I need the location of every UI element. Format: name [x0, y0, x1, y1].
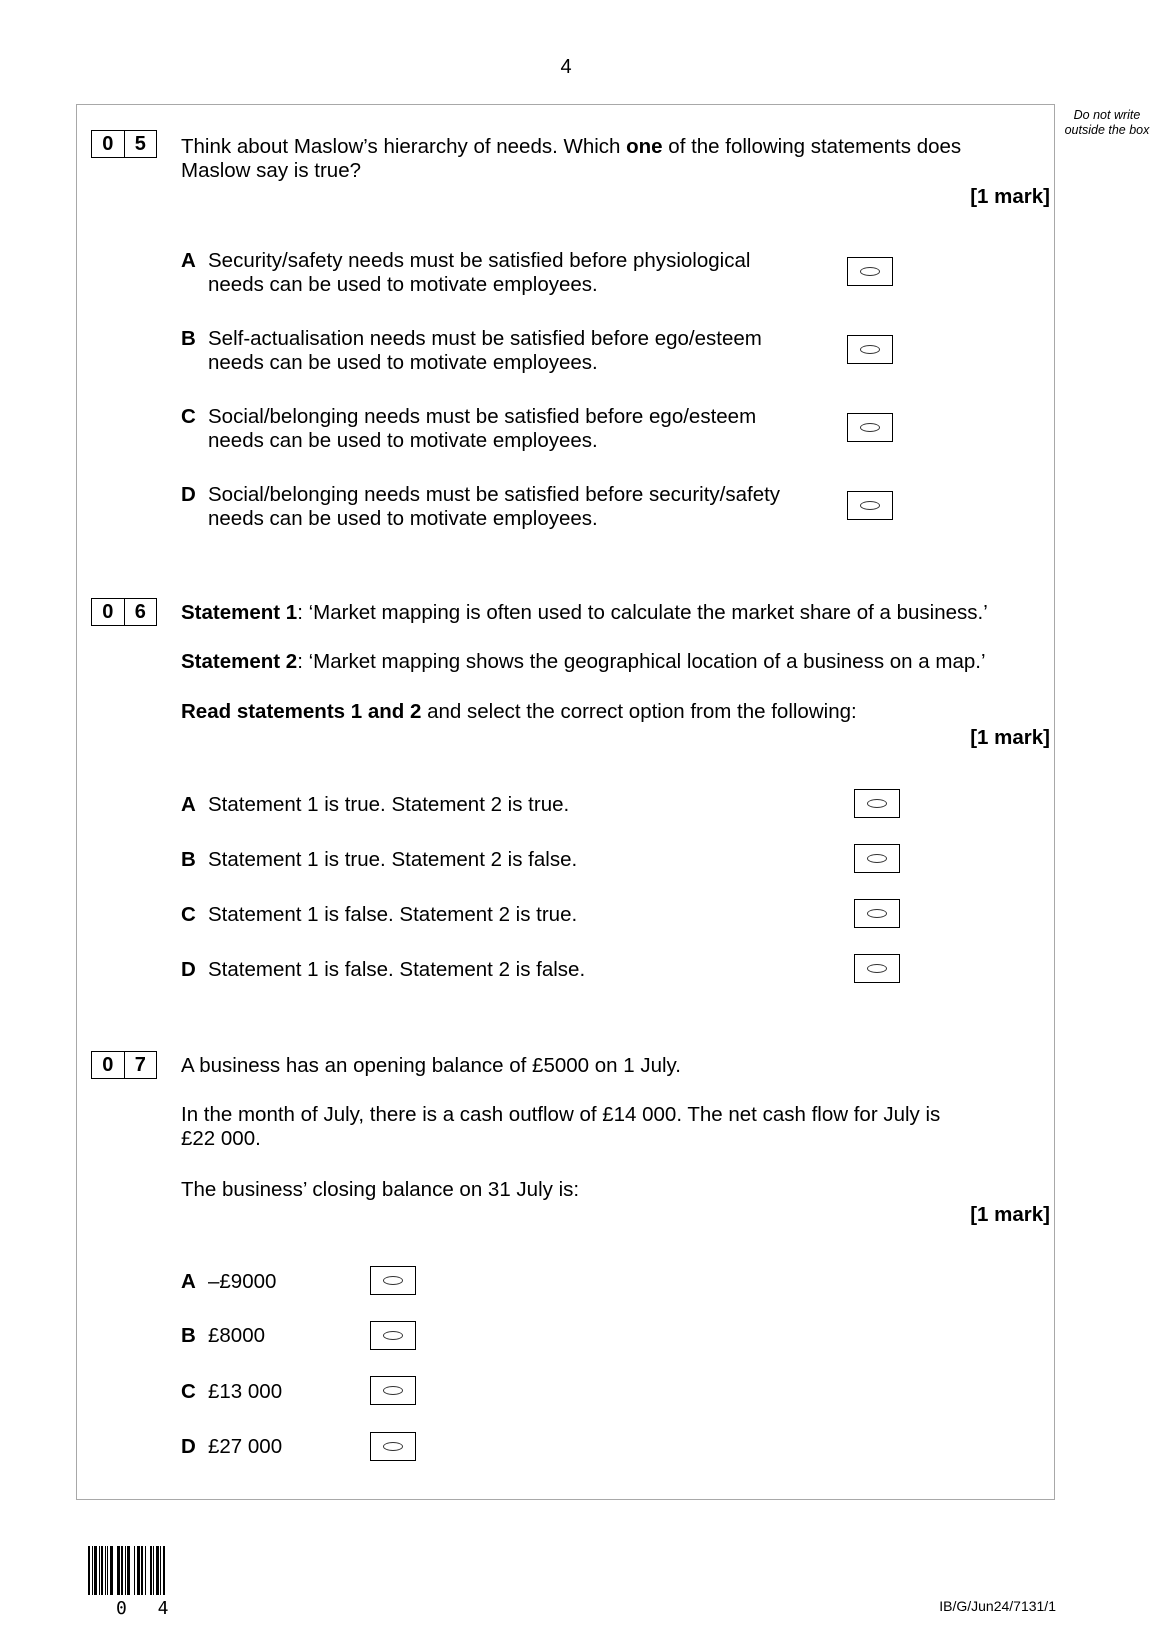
- option-text: needs can be used to motivate employees.: [208, 429, 598, 452]
- option-c: [181, 1380, 282, 1404]
- option-text: Statement 1 is false. Statement 2 is true.: [208, 903, 578, 926]
- option-b: [181, 848, 577, 872]
- barcode-number: 0 4: [116, 1598, 179, 1619]
- question-number-06: [91, 598, 157, 626]
- option-text: Social/belonging needs must be satisfied before security/safety: [208, 483, 781, 506]
- option-b: [181, 327, 762, 375]
- para-text: £22 000.: [181, 1127, 261, 1150]
- answer-box-b[interactable]: [370, 1321, 416, 1350]
- option-a: [181, 249, 750, 297]
- option-text: Self-actualisation needs must be satisfied before ego/esteem: [208, 327, 762, 350]
- oval-icon: [860, 501, 880, 510]
- mark-allocation: [1 mark]: [970, 1203, 1050, 1226]
- option-letter: D: [181, 1435, 196, 1458]
- qnum-digit: 5: [134, 133, 146, 155]
- answer-box-a[interactable]: [847, 257, 893, 286]
- stem-text: Think about Maslow’s hierarchy of needs. Which: [181, 135, 627, 158]
- oval-icon: [383, 1276, 403, 1285]
- oval-icon: [867, 799, 887, 808]
- option-d: [181, 958, 585, 982]
- answer-box-d[interactable]: [854, 954, 900, 983]
- oval-icon: [867, 909, 887, 918]
- stem-text: of the following statements does: [662, 135, 962, 158]
- option-text: needs can be used to motivate employees.: [208, 273, 598, 296]
- paper-reference: IB/G/Jun24/7131/1: [939, 1598, 1056, 1614]
- question-number-07: [91, 1051, 157, 1079]
- barcode: [88, 1546, 194, 1595]
- option-letter: B: [181, 327, 196, 350]
- stem-text: Maslow say is true?: [181, 159, 362, 182]
- qnum-digit: 7: [134, 1054, 146, 1076]
- answer-box-d[interactable]: [847, 491, 893, 520]
- option-text: Statement 1 is true. Statement 2 is true.: [208, 793, 570, 816]
- oval-icon: [383, 1331, 403, 1340]
- page-number: 4: [560, 56, 572, 78]
- stem-emphasis: one: [626, 135, 663, 158]
- instruction-text: and select the correct option from the following:: [421, 700, 857, 723]
- answer-box-a[interactable]: [370, 1266, 416, 1295]
- option-letter: A: [181, 1270, 196, 1293]
- option-a: [181, 1270, 276, 1294]
- qnum-digit: 6: [134, 601, 146, 623]
- statement-label: Statement 2: [181, 650, 298, 673]
- answer-box-a[interactable]: [854, 789, 900, 818]
- option-text: Statement 1 is false. Statement 2 is false.: [208, 958, 586, 981]
- answer-box-c[interactable]: [847, 413, 893, 442]
- oval-icon: [867, 964, 887, 973]
- qnum-digit: 0: [92, 599, 125, 625]
- oval-icon: [860, 423, 880, 432]
- answer-box-d[interactable]: [370, 1432, 416, 1461]
- option-text: £27 000: [208, 1435, 283, 1458]
- option-a: [181, 793, 569, 817]
- option-c: [181, 405, 756, 453]
- option-letter: C: [181, 405, 196, 428]
- option-letter: B: [181, 1324, 196, 1347]
- question-07-para-3: The business’ closing balance on 31 July is:: [181, 1178, 580, 1201]
- qnum-digit: 0: [92, 1052, 125, 1078]
- option-letter: C: [181, 1380, 196, 1403]
- option-letter: A: [181, 249, 196, 272]
- oval-icon: [867, 854, 887, 863]
- option-text: needs can be used to motivate employees.: [208, 351, 598, 374]
- option-text: Security/safety needs must be satisfied before physiological: [208, 249, 751, 272]
- option-letter: A: [181, 793, 196, 816]
- option-text: needs can be used to motivate employees.: [208, 507, 598, 530]
- answer-box-b[interactable]: [854, 844, 900, 873]
- statement-text: : ‘Market mapping is often used to calculate the market share of a business.’: [297, 601, 988, 624]
- question-06-instruction: [181, 700, 857, 724]
- option-letter: B: [181, 848, 196, 871]
- instruction-emphasis: Read statements 1 and 2: [181, 700, 422, 723]
- option-d: [181, 483, 780, 531]
- option-letter: C: [181, 903, 196, 926]
- option-text: £13 000: [208, 1380, 283, 1403]
- mark-allocation: [1 mark]: [970, 185, 1050, 208]
- question-07-para-2: [181, 1103, 940, 1151]
- option-letter: D: [181, 483, 196, 506]
- option-text: £8000: [208, 1324, 266, 1347]
- statement-label: Statement 1: [181, 601, 298, 624]
- option-text: –£9000: [208, 1270, 277, 1293]
- para-text: In the month of July, there is a cash outflow of £14 000. The net cash flow for July is: [181, 1103, 941, 1126]
- statement-text: : ‘Market mapping shows the geographical location of a business on a map.’: [297, 650, 986, 673]
- option-c: [181, 903, 577, 927]
- statement-1: [181, 601, 988, 625]
- oval-icon: [383, 1442, 403, 1451]
- question-05-stem: [181, 135, 961, 183]
- option-text: Statement 1 is true. Statement 2 is false.: [208, 848, 578, 871]
- oval-icon: [860, 267, 880, 276]
- oval-icon: [383, 1386, 403, 1395]
- mark-allocation: [1 mark]: [970, 726, 1050, 749]
- question-number-05: [91, 130, 157, 158]
- statement-2: [181, 650, 986, 674]
- option-text: Social/belonging needs must be satisfied before ego/esteem: [208, 405, 757, 428]
- oval-icon: [860, 345, 880, 354]
- option-d: [181, 1435, 282, 1459]
- option-letter: D: [181, 958, 196, 981]
- answer-box-c[interactable]: [370, 1376, 416, 1405]
- margin-note: Do not write outside the box: [1064, 108, 1150, 137]
- answer-box-b[interactable]: [847, 335, 893, 364]
- qnum-digit: 0: [92, 131, 125, 157]
- answer-box-c[interactable]: [854, 899, 900, 928]
- question-07-para-1: A business has an opening balance of £5000 on 1 July.: [181, 1054, 681, 1077]
- option-b: [181, 1324, 265, 1348]
